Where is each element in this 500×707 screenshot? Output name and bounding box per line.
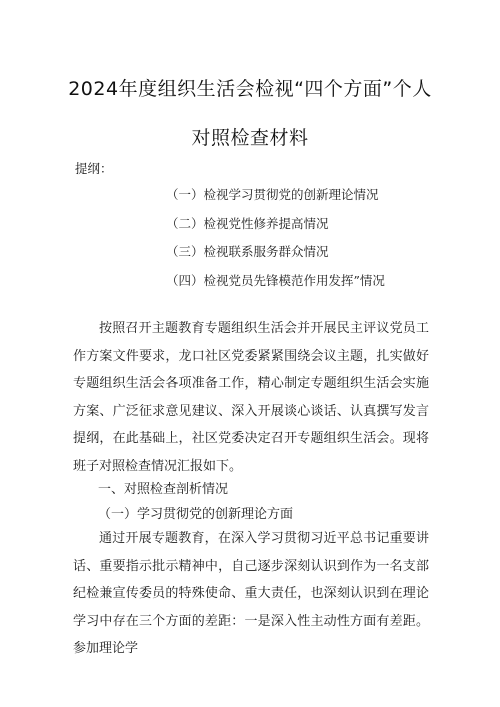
section-heading: 一、对照检查剖析情况: [98, 482, 229, 497]
outline-item: （二）检视党性修养提高情况: [166, 215, 329, 231]
outline-item: （四）检视党员先锋模范作用发挥”情况: [166, 272, 385, 288]
subsection-heading: （一）学习贯彻党的创新理论方面: [98, 507, 294, 522]
outline-list: [166, 181, 385, 295]
outline-item: （三）检视联系服务群众情况: [166, 244, 329, 259]
body-paragraph: 通过开展专题教育，在深入学习贯彻习近平总书记重要讲话、重要指示批示精神中，自己逐步深刻认识到作为一名支部纪检兼宣传委员的特殊使命、重大责任，也深刻认识到在理论学习中存在三个方面的差距：一是深入性主动性方面有差距。参加理论学: [73, 531, 429, 656]
outline-item: （一）检视学习贯彻党的创新理论情况: [166, 187, 379, 202]
outline-label: 提纲：: [75, 161, 113, 176]
document-title-line-1: 2024年度组织生活会检视“四个方面”个人: [68, 78, 432, 100]
intro-paragraph: 按照召开主题教育专题组织生活会并开展民主评议党员工作方案文件要求，龙口社区党委紧紧围绕会议主题，扎实做好专题组织生活会各项准备工作，精心制定专题组织生活会实施方案、广泛征求意见建议、深入开展谈心谈话、认真撰写发言提纲，在此基础上，社区党委决定召开专题组织生活会。现将班子对照检查情况汇报如下。: [73, 321, 429, 474]
document-title-line-2: 对照检查材料: [191, 127, 309, 149]
